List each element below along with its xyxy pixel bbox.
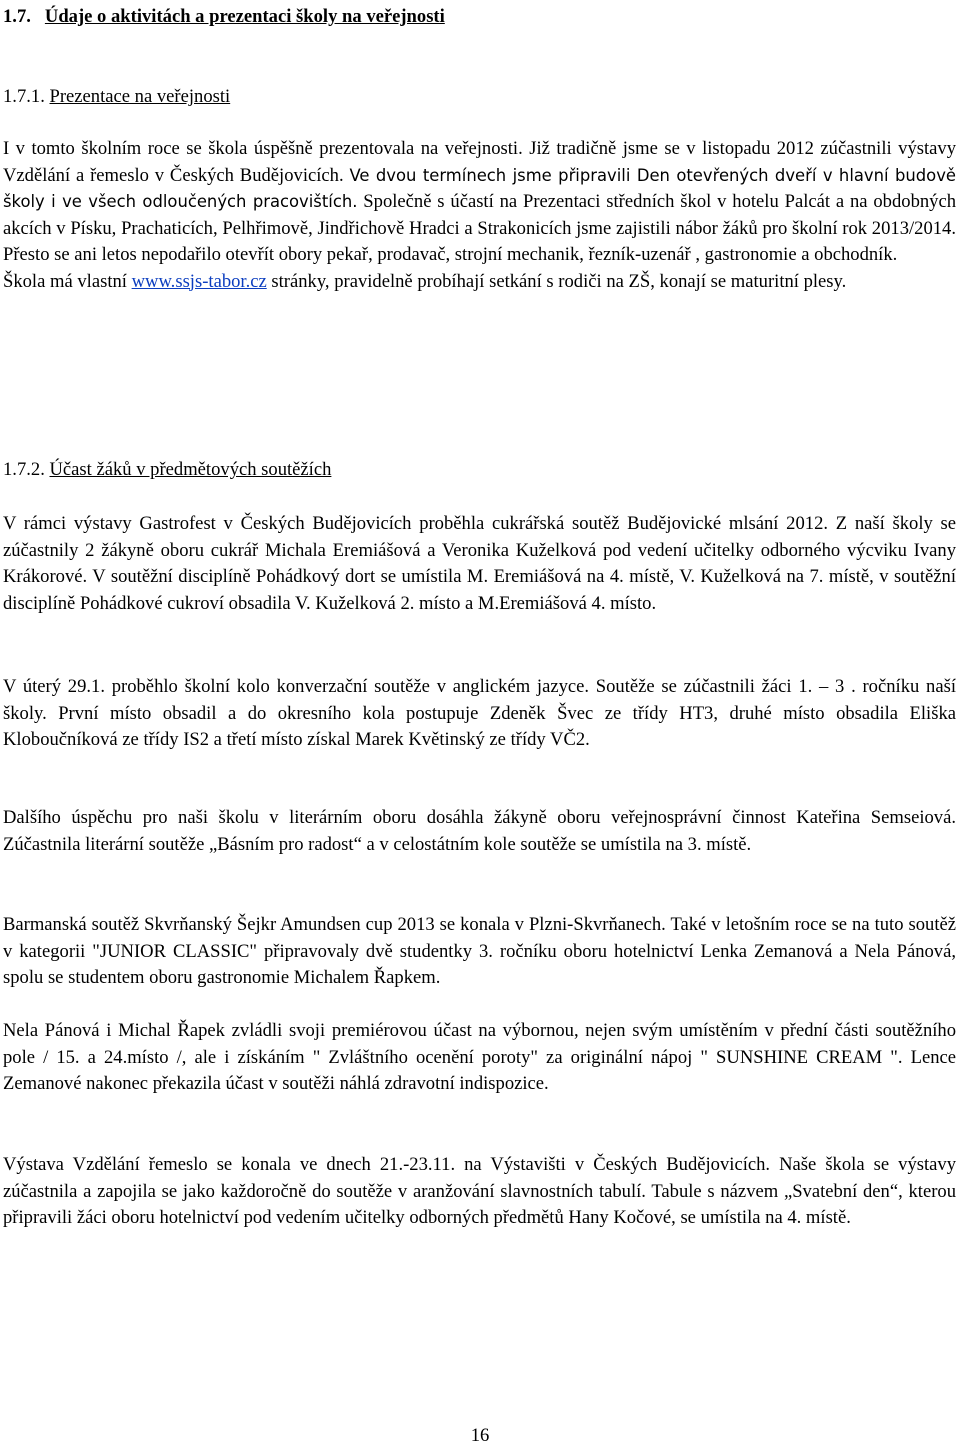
subsection-title: Prezentace na veřejnosti [49, 86, 231, 107]
paragraph-literary-competition: Dalšího úspěchu pro naši školu v literárním oboru dosáhla žákyně oboru veřejnosprávní činnost Kateřina Semseiová. Zúčastnila literární soutěže „Básním pro radost“ a v celostátním kole soutěže se umístila na 3. místě. [3, 807, 956, 855]
school-website-link[interactable]: www.ssjs-tabor.cz [131, 270, 267, 292]
section-heading-1-7 [3, 4, 445, 30]
paragraph-exhibition: Výstava Vzdělání řemeslo se konala ve dnech 21.-23.11. na Výstavišti v Českých Budějovicích. Naše škola se výstavy zúčastnila a zapojila se jako každoročně do soutěže v aranžování slavnostních tabulí. Tabule s názvem „Svatební den“, kterou připravili žáci oboru hotelnictví pod vedením učitelky odborných předmětů Hany Kočové, se umístila na 4. místě. [3, 1154, 956, 1228]
subsection-heading-1-7-2 [3, 457, 331, 483]
paragraph-barman-competition: Barmanská soutěž Skvrňanský Šejkr Amundsen cup 2013 se konala v Plzni-Skvrňanech. Také v letošním roce se na tuto soutěž v kategorii "JUNIOR CLASSIC" připravovaly dvě studentky 3. ročníku oboru hotelnictví Lenka Zemanová a Nela Pánová, spolu se studentem oboru gastronomie Michalem Řapkem. [3, 914, 956, 988]
paragraph-english-competition: V úterý 29.1. proběhlo školní kolo konverzační soutěže v anglickém jazyce. Soutěže se zúčastnili žáci 1. – 3 . ročníku naší školy. První místo obsadil a do okresního kola postupuje Zdeněk Švec ze třídy HT3, druhé místo obsadila Eliška Kloboučníková ze třídy IS2 a třetí místo získal Marek Květinský ze třídy VČ2. [3, 676, 956, 750]
text-run: Společně s účastí na Prezentaci středních škol v hotelu Palcát a na obdobných akcích v Písku, Prachaticích, Pelhřimově, Jindřichově Hradci a Strakonicích jsme zajistili nábor žáků pro školní rok 2013/2014. [3, 191, 957, 239]
paragraph-barman-results: Nela Pánová i Michal Řapek zvládli svoji premiérovou účast na výbornou, nejen svým umístěním v přední části soutěžního pole / 15. a 24.místo /, ale i získáním " Zvláštního ocenění poroty" za originální nápoj " SUNSHINE CREAM ". Lence Zemanové nakonec překazila účast v soutěži náhlá zdravotní indispozice. [3, 1020, 956, 1094]
paragraph-gastrofest: V rámci výstavy Gastrofest v Českých Budějovicích proběhla cukrářská soutěž Budějovické mlsání 2012. Z naší školy se zúčastnily 2 žákyně oboru cukrář Michala Eremiášová a Veronika Kuželková pod vedení učitelky odborného výcviku Ivany Krákorové. V soutěžní disciplíně Pohádkový dort se umístila M. Eremiášová na 4. místě, V. Kuželková na 7. místě, v soutěžní disciplíně Pohádkové cukroví obsadila V. Kuželková 2. místo a M.Eremiášová 4. místo. [3, 513, 956, 614]
paragraph-presentation [3, 136, 956, 295]
page-number: 16 [470, 1425, 490, 1446]
section-title: Údaje o aktivitách a prezentaci školy na veřejnosti [44, 6, 445, 27]
subsection-number: 1.7.2. [3, 459, 45, 480]
section-number: 1.7. [3, 6, 31, 27]
subsection-title: Účast žáků v předmětových soutěžích [49, 459, 332, 480]
subsection-heading-1-7-1 [3, 84, 230, 110]
text-run: Přesto se ani letos nepodařilo otevřít obory pekař, prodavač, strojní mechanik, řezník-uzenář , gastronomie a obchodník. [3, 244, 898, 265]
text-run: Ve dvou termínech jsme připravili Den otevřených dveří v hlavní budově školy i ve všech odloučených pracovištích. [3, 165, 956, 211]
text-run: Škola má vlastní [3, 270, 132, 292]
text-run: stránky, pravidelně probíhají setkání s rodiči na ZŠ, konají se maturitní plesy. [266, 270, 847, 292]
text-run: I v tomto školním roce se škola úspěšně prezentovala na veřejnosti. Již tradičně jsme se v listopadu 2012 zúčastnili výstavy Vzdělání a řemeslo v Českých Budějovicích. [3, 138, 956, 186]
subsection-number: 1.7.1. [3, 86, 45, 107]
